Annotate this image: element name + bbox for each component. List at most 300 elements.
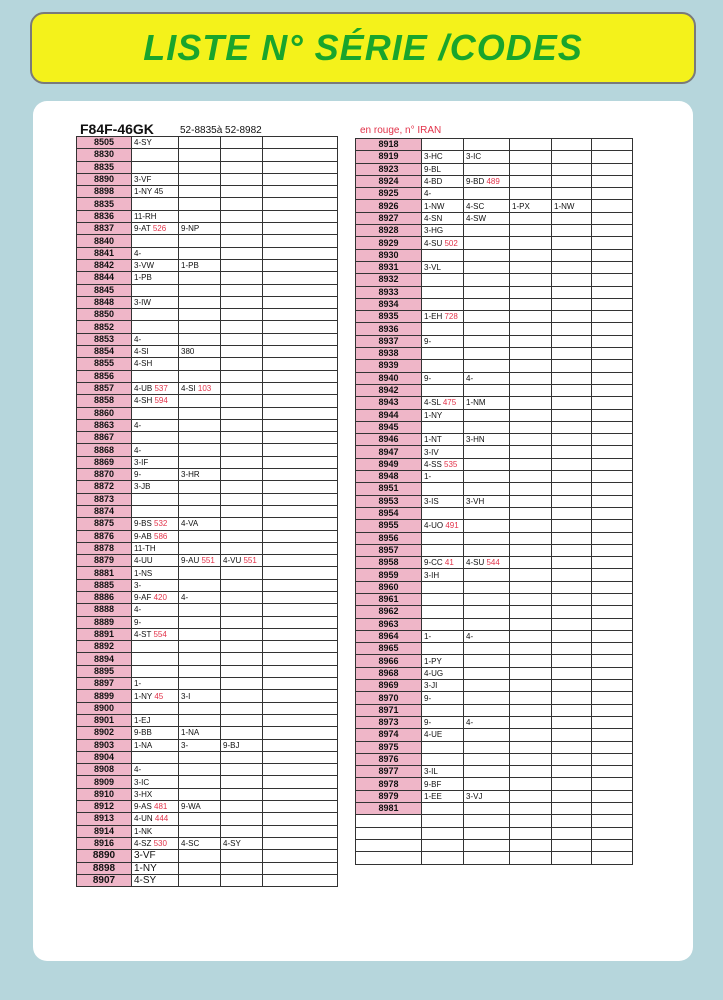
code-cell (510, 409, 552, 421)
code-cell (464, 618, 510, 630)
table-row (356, 323, 633, 335)
serial-number-cell: 8870 (77, 469, 132, 481)
code-cell (221, 137, 263, 149)
code-cell (263, 727, 338, 739)
code-cell (263, 690, 338, 702)
code-cell (263, 616, 338, 628)
code-cell (552, 852, 592, 864)
serial-number-cell: 8971 (356, 704, 422, 716)
code-text: 4-SH (134, 396, 153, 406)
iran-number: 41 (444, 558, 454, 568)
code-cell (179, 296, 221, 308)
code-cell (132, 837, 179, 849)
code-cell (132, 628, 179, 640)
code-cell (464, 643, 510, 655)
code-cell (221, 567, 263, 579)
code-cell (510, 655, 552, 667)
code-cell (179, 542, 221, 554)
code-cell (592, 434, 633, 446)
table-row (356, 655, 633, 667)
code-cell (510, 839, 552, 851)
code-cell (464, 544, 510, 556)
serial-number-cell: 8945 (356, 421, 422, 433)
code-cell (263, 173, 338, 185)
code-cell (464, 483, 510, 495)
table-row (77, 210, 338, 222)
code-text: 3-HX (134, 789, 153, 799)
code-cell (132, 714, 179, 726)
code-cell (221, 493, 263, 505)
serial-number-cell: 8975 (356, 741, 422, 753)
table-row (77, 259, 338, 271)
code-cell (132, 616, 179, 628)
code-cell (422, 803, 464, 815)
code-cell (464, 311, 510, 323)
code-text: 3- (134, 580, 142, 590)
code-cell (552, 286, 592, 298)
code-cell (422, 384, 464, 396)
code-cell (221, 776, 263, 788)
page-title: LISTE N° SÉRIE /CODES (143, 27, 583, 68)
serial-number-cell: 8875 (77, 518, 132, 530)
code-cell (132, 567, 179, 579)
code-text: 9-AB (134, 531, 152, 541)
code-text: 1- (134, 679, 142, 689)
serial-number-cell: 8970 (356, 692, 422, 704)
code-cell (422, 434, 464, 446)
code-text: 3-IC (466, 152, 482, 162)
code-cell (510, 471, 552, 483)
table-row (356, 286, 633, 298)
serial-number-cell: 8910 (77, 788, 132, 800)
code-cell (422, 704, 464, 716)
code-cell (221, 751, 263, 763)
code-cell (464, 471, 510, 483)
table-row (77, 665, 338, 677)
code-cell (263, 137, 338, 149)
serial-number-cell (356, 827, 422, 839)
table-row (77, 505, 338, 517)
serial-number-cell (356, 852, 422, 864)
code-cell (510, 188, 552, 200)
code-cell (422, 680, 464, 692)
code-cell (221, 874, 263, 886)
code-cell (422, 360, 464, 372)
code-cell (263, 235, 338, 247)
code-cell (179, 628, 221, 640)
table-row (77, 382, 338, 394)
code-cell (592, 852, 633, 864)
code-cell (592, 630, 633, 642)
table-row (77, 235, 338, 247)
table-row (77, 223, 338, 235)
code-text: 1-NY (134, 691, 153, 701)
code-cell (510, 495, 552, 507)
code-cell (422, 409, 464, 421)
code-cell (263, 395, 338, 407)
table-row (356, 716, 633, 728)
code-cell (592, 704, 633, 716)
code-cell (510, 434, 552, 446)
serial-number-cell: 8929 (356, 237, 422, 249)
table-row (77, 161, 338, 173)
code-cell (422, 163, 464, 175)
code-cell (510, 667, 552, 679)
table-row (77, 456, 338, 468)
code-cell (592, 593, 633, 605)
code-cell (464, 532, 510, 544)
serial-number-cell: 8942 (356, 384, 422, 396)
code-text: 9-CC (424, 558, 443, 568)
code-text: 9-AF (134, 593, 152, 603)
code-text: 4- (181, 593, 189, 603)
code-cell (221, 333, 263, 345)
code-cell (464, 163, 510, 175)
serial-number-cell: 8505 (77, 137, 132, 149)
table-row (356, 729, 633, 741)
code-cell (132, 739, 179, 751)
code-text: 4- (466, 373, 474, 383)
code-cell (263, 604, 338, 616)
code-cell (179, 419, 221, 431)
code-cell (422, 261, 464, 273)
iran-number: 532 (154, 519, 168, 529)
code-cell (552, 471, 592, 483)
code-cell (592, 237, 633, 249)
code-cell (132, 702, 179, 714)
code-cell (552, 360, 592, 372)
code-cell (592, 397, 633, 409)
code-cell (179, 284, 221, 296)
code-cell (510, 729, 552, 741)
code-cell (510, 175, 552, 187)
code-cell (422, 766, 464, 778)
code-cell (422, 237, 464, 249)
code-cell (510, 753, 552, 765)
code-cell (510, 261, 552, 273)
code-text: 1-NY (134, 862, 157, 874)
code-cell (179, 739, 221, 751)
code-cell (592, 815, 633, 827)
code-cell (510, 815, 552, 827)
table-row (77, 247, 338, 259)
table-row (77, 530, 338, 542)
code-cell (464, 188, 510, 200)
serial-number-cell: 8925 (356, 188, 422, 200)
code-text: 1-NT (424, 435, 442, 445)
code-cell (263, 739, 338, 751)
code-cell (422, 458, 464, 470)
code-cell (263, 444, 338, 456)
serial-number-cell: 8907 (77, 874, 132, 886)
serial-number-cell: 8934 (356, 298, 422, 310)
code-cell (592, 311, 633, 323)
table-row (77, 764, 338, 776)
serial-number-cell: 8923 (356, 163, 422, 175)
code-cell (263, 247, 338, 259)
table-row (77, 346, 338, 358)
code-text: 9-BS (134, 519, 152, 529)
code-cell (132, 247, 179, 259)
serial-number-cell: 8946 (356, 434, 422, 446)
code-cell (592, 827, 633, 839)
table-row (356, 544, 633, 556)
code-cell (552, 458, 592, 470)
code-cell (263, 776, 338, 788)
code-text: 4-SU (466, 558, 485, 568)
serial-number-cell: 8874 (77, 505, 132, 517)
code-cell (592, 261, 633, 273)
serial-number-cell: 8954 (356, 507, 422, 519)
code-text: 1-PB (181, 261, 199, 271)
code-cell (221, 456, 263, 468)
code-cell (179, 137, 221, 149)
table-row (356, 692, 633, 704)
code-cell (263, 837, 338, 849)
code-text: 4-SY (134, 874, 157, 886)
code-cell (464, 655, 510, 667)
code-text: 3-IF (134, 457, 149, 467)
code-cell (422, 249, 464, 261)
code-cell (422, 175, 464, 187)
code-cell (510, 237, 552, 249)
code-cell (552, 606, 592, 618)
code-cell (221, 555, 263, 567)
serial-number-cell: 8916 (77, 837, 132, 849)
code-cell (179, 505, 221, 517)
serial-number-cell: 8928 (356, 225, 422, 237)
table-row (356, 471, 633, 483)
code-cell (464, 630, 510, 642)
code-cell (221, 702, 263, 714)
code-text: 1- (424, 632, 432, 642)
code-text: 4-SS (424, 459, 442, 469)
code-cell (510, 384, 552, 396)
serial-number-cell: 8963 (356, 618, 422, 630)
code-cell (263, 149, 338, 161)
code-cell (263, 788, 338, 800)
code-text: 9- (134, 470, 142, 480)
serial-number-cell: 8955 (356, 520, 422, 532)
code-cell (132, 137, 179, 149)
code-cell (552, 261, 592, 273)
serial-number-cell: 8919 (356, 151, 422, 163)
serial-number-cell: 8837 (77, 223, 132, 235)
code-cell (510, 446, 552, 458)
table-row (356, 360, 633, 372)
code-cell (263, 272, 338, 284)
code-cell (263, 382, 338, 394)
serial-number-cell: 8868 (77, 444, 132, 456)
code-cell (422, 139, 464, 151)
code-text: 1-PY (424, 656, 442, 666)
code-cell (132, 223, 179, 235)
serial-number-cell: 8956 (356, 532, 422, 544)
code-text: 1-EJ (134, 716, 151, 726)
code-cell (132, 505, 179, 517)
code-cell (263, 370, 338, 382)
code-text: 4-UB (134, 384, 153, 394)
code-cell (552, 298, 592, 310)
code-text: 9-BF (424, 779, 442, 789)
code-cell (221, 284, 263, 296)
table-row (356, 372, 633, 384)
code-cell (422, 372, 464, 384)
code-cell (464, 360, 510, 372)
code-cell (510, 557, 552, 569)
code-text: 4- (424, 189, 432, 199)
iran-number: 535 (444, 459, 458, 469)
code-text: 4-SY (134, 138, 152, 148)
code-cell (132, 493, 179, 505)
serial-number-cell: 8898 (77, 862, 132, 874)
code-cell (552, 372, 592, 384)
code-cell (464, 274, 510, 286)
table-row (77, 493, 338, 505)
iran-number: 526 (152, 224, 167, 234)
code-cell (263, 469, 338, 481)
code-cell (510, 274, 552, 286)
code-cell (263, 825, 338, 837)
code-cell (592, 372, 633, 384)
code-text: 1-NY (424, 410, 443, 420)
code-text: 9-WA (181, 802, 201, 812)
code-cell (263, 358, 338, 370)
code-cell (510, 581, 552, 593)
code-cell (592, 200, 633, 212)
table-row (77, 272, 338, 284)
code-cell (464, 151, 510, 163)
serial-number-cell: 8973 (356, 716, 422, 728)
serial-number-cell: 8908 (77, 764, 132, 776)
serial-number-cell: 8940 (356, 372, 422, 384)
serial-number-cell: 8912 (77, 801, 132, 813)
code-cell (510, 643, 552, 655)
code-cell (552, 151, 592, 163)
code-cell (592, 225, 633, 237)
code-cell (552, 409, 592, 421)
code-cell (132, 542, 179, 554)
code-text: 1-PX (512, 201, 530, 211)
code-cell (179, 444, 221, 456)
code-cell (179, 407, 221, 419)
code-cell (179, 714, 221, 726)
code-cell (464, 766, 510, 778)
code-cell (464, 409, 510, 421)
serial-number-cell: 8850 (77, 309, 132, 321)
table-row (77, 604, 338, 616)
code-cell (132, 407, 179, 419)
code-cell (263, 764, 338, 776)
code-cell (132, 173, 179, 185)
serial-number-cell: 8913 (77, 813, 132, 825)
code-cell (179, 469, 221, 481)
code-cell (510, 593, 552, 605)
iran-number: 551 (201, 556, 215, 566)
code-cell (263, 407, 338, 419)
serial-number-cell: 8892 (77, 641, 132, 653)
code-cell (132, 161, 179, 173)
left-serial-table (76, 136, 338, 887)
code-text: 9- (424, 373, 432, 383)
code-cell (179, 235, 221, 247)
code-cell (263, 628, 338, 640)
code-cell (263, 641, 338, 653)
code-cell (422, 753, 464, 765)
code-cell (552, 766, 592, 778)
left-table-body (77, 137, 338, 887)
code-cell (592, 569, 633, 581)
code-cell (552, 618, 592, 630)
code-text: 9- (424, 718, 432, 728)
code-text: 11-TH (134, 543, 156, 553)
code-cell (510, 286, 552, 298)
code-cell (464, 729, 510, 741)
code-cell (263, 801, 338, 813)
code-cell (263, 296, 338, 308)
code-cell (510, 630, 552, 642)
serial-number-cell: 8845 (77, 284, 132, 296)
code-cell (552, 212, 592, 224)
code-cell (510, 606, 552, 618)
code-cell (221, 604, 263, 616)
code-cell (464, 139, 510, 151)
code-cell (221, 616, 263, 628)
code-cell (263, 333, 338, 345)
serial-number-cell: 8936 (356, 323, 422, 335)
code-text: 9-AS (134, 802, 152, 812)
serial-number-cell: 8853 (77, 333, 132, 345)
table-row (77, 714, 338, 726)
code-cell (132, 432, 179, 444)
code-text: 4- (134, 248, 142, 258)
serial-number-cell: 8957 (356, 544, 422, 556)
table-row (356, 139, 633, 151)
code-cell (592, 839, 633, 851)
code-cell (552, 630, 592, 642)
code-cell (464, 827, 510, 839)
serial-number-cell: 8898 (77, 186, 132, 198)
table-row (77, 333, 338, 345)
code-cell (221, 186, 263, 198)
serial-number-cell: 8918 (356, 139, 422, 151)
table-row (77, 432, 338, 444)
table-row (356, 298, 633, 310)
code-cell (179, 727, 221, 739)
code-cell (422, 200, 464, 212)
code-cell (552, 667, 592, 679)
code-text: 4- (466, 718, 474, 728)
code-cell (263, 702, 338, 714)
serial-number-cell: 8854 (77, 346, 132, 358)
code-cell (422, 667, 464, 679)
code-text: 9- (134, 617, 142, 627)
code-cell (552, 704, 592, 716)
table-row (356, 667, 633, 679)
code-cell (263, 284, 338, 296)
code-cell (510, 360, 552, 372)
table-row (356, 606, 633, 618)
code-cell (179, 862, 221, 874)
code-cell (221, 678, 263, 690)
code-text: 4-SC (466, 201, 485, 211)
serial-number-cell: 8965 (356, 643, 422, 655)
code-cell (552, 249, 592, 261)
code-cell (132, 874, 179, 886)
serial-number-cell: 8844 (77, 272, 132, 284)
code-cell (132, 186, 179, 198)
code-text: 1-NW (554, 201, 575, 211)
